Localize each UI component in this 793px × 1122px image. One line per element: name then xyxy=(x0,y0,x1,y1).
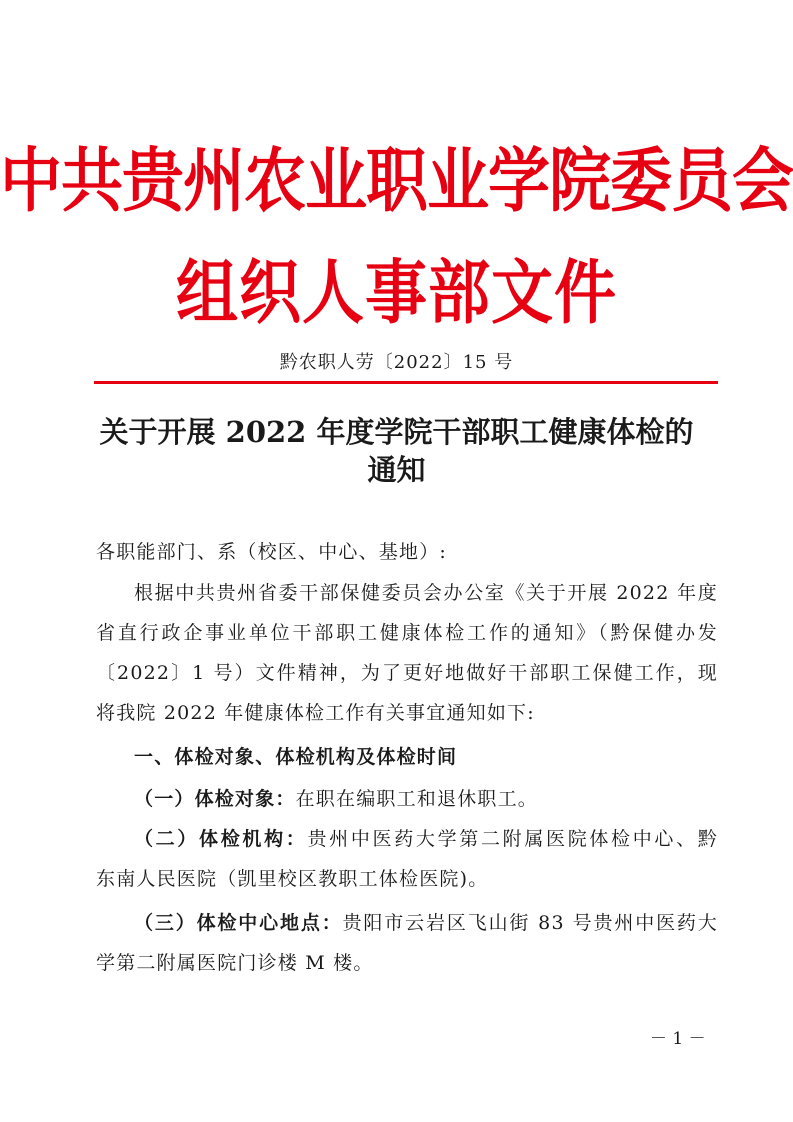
item2-label: （二）体检机构： xyxy=(134,828,308,850)
page-number: － 1 － xyxy=(650,1029,706,1049)
item1 xyxy=(134,790,718,809)
item3-text-line1: 贵阳市云岩区飞山街 83 号贵州中医药大 xyxy=(342,912,718,934)
issuing-org-line2: 组织人事部文件 xyxy=(175,251,617,334)
red-divider xyxy=(94,381,718,384)
item2-text-line1: 贵州中医药大学第二附属医院体检中心、黔 xyxy=(307,828,718,850)
item1-label: （一）体检对象： xyxy=(134,788,296,810)
paragraph1-line2: 省直行政企事业单位干部职工健康体检工作的通知》（黔保健办发 xyxy=(96,622,718,644)
item3-text-line2: 学第二附属医院门诊楼 M 楼。 xyxy=(96,952,374,974)
document-title-line1: 关于开展 2022 年度学院干部职工健康体检的 xyxy=(99,415,694,449)
document-number: 黔农职人劳〔2022〕15 号 xyxy=(279,352,514,373)
item2-text-line2: 东南人民医院（凯里校区教职工体检医院)。 xyxy=(96,868,489,890)
paragraph1-line3: 〔2022〕1 号）文件精神，为了更好地做好干部职工保健工作，现 xyxy=(96,662,718,684)
item3-line1 xyxy=(134,914,718,933)
salutation: 各职能部门、系（校区、中心、基地）: xyxy=(96,541,448,563)
item2-line1 xyxy=(134,830,718,849)
issuing-org-line1: 中共贵州农业职业学院委员会 xyxy=(0,139,793,222)
item1-text: 在职在编职工和退休职工。 xyxy=(295,788,539,810)
section1-heading: 一、体检对象、体检机构及体检时间 xyxy=(134,746,458,768)
paragraph1-line4: 将我院 2022 年健康体检工作有关事宜通知如下: xyxy=(96,702,535,724)
document-title-line2: 通知 xyxy=(367,453,426,487)
item3-label: （三）体检中心地点： xyxy=(134,912,343,934)
paragraph1-line1: 根据中共贵州省委干部保健委员会办公室《关于开展 2022 年度 xyxy=(134,582,718,604)
